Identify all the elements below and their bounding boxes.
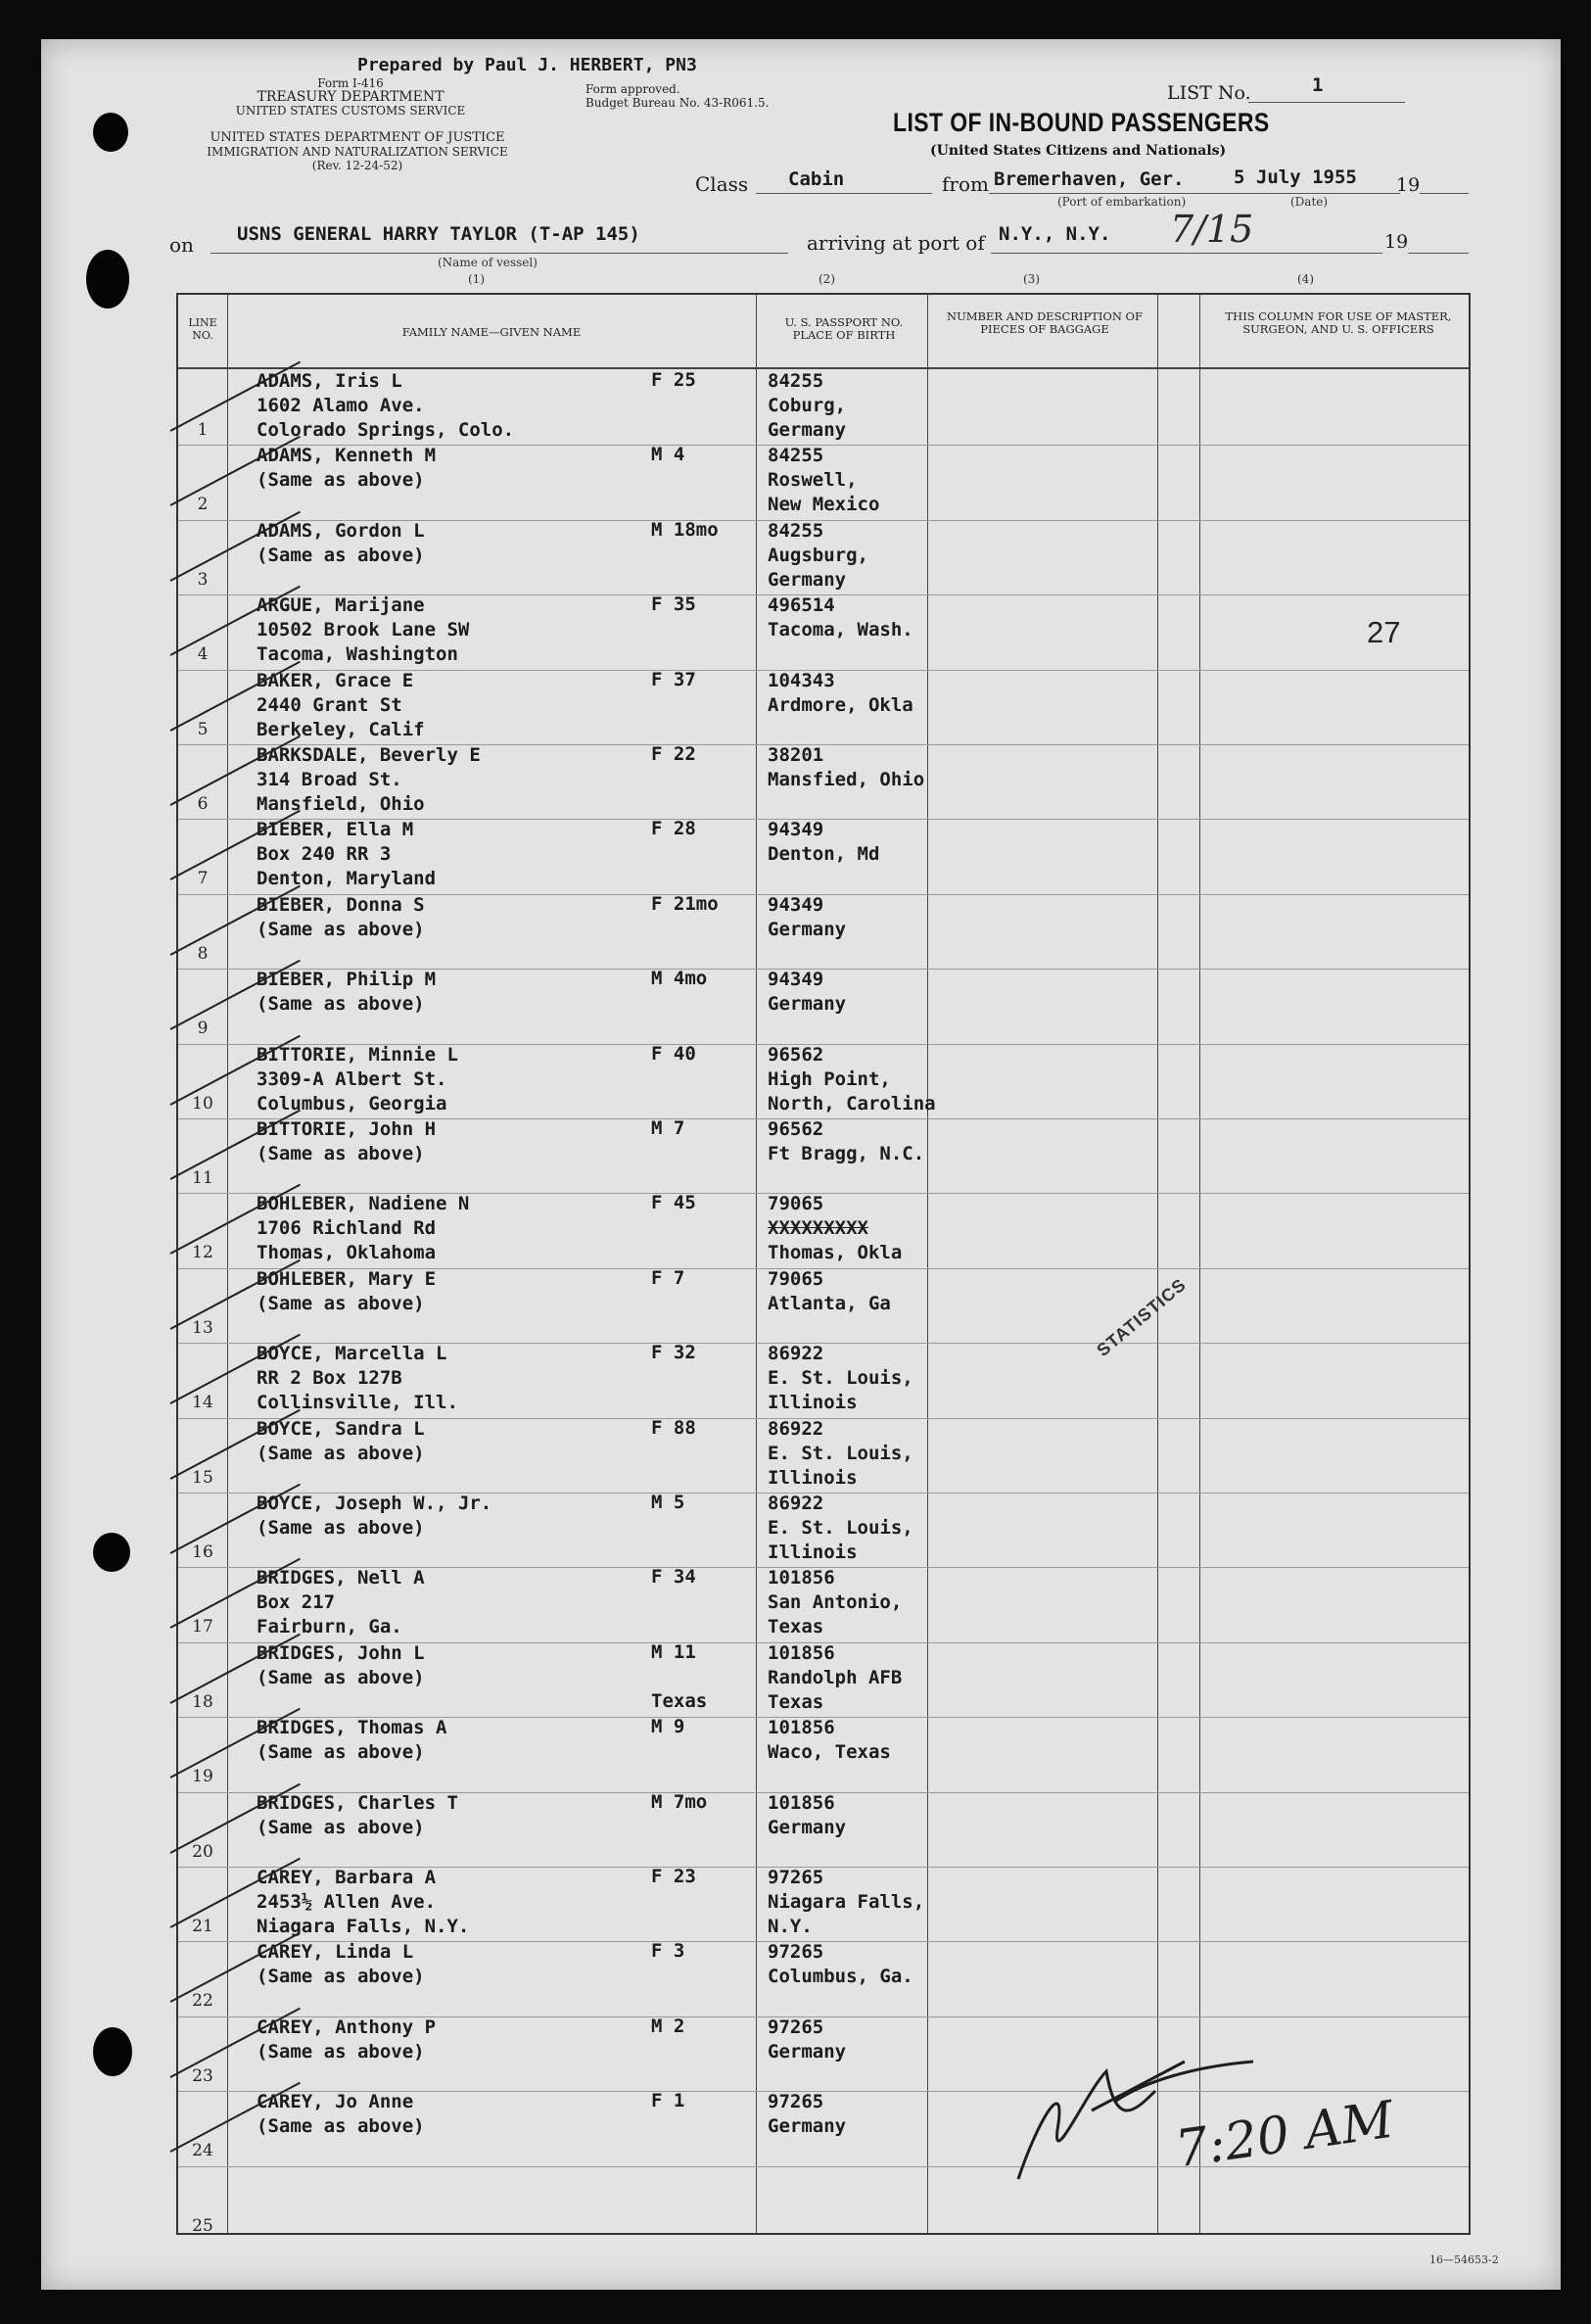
passenger-name: CAREY, Linda L [257, 1941, 414, 1964]
header-passport: U. S. PASSPORT NO. PLACE OF BIRTH [784, 315, 904, 342]
list-no-label: LIST No. [1167, 82, 1251, 104]
place-of-birth: North, Carolina [768, 1092, 936, 1115]
place-of-birth: Tacoma, Wash. [768, 619, 913, 641]
header-baggage: NUMBER AND DESCRIPTION OF PIECES OF BAGGAGE [947, 309, 1143, 336]
col-num-2: (2) [819, 272, 835, 286]
passport-number: 86922 [768, 1493, 824, 1514]
passenger-address: (Same as above) [257, 1816, 425, 1838]
year-prefix-2: 19 [1384, 231, 1409, 253]
passenger-name: ADAMS, Kenneth M [257, 445, 437, 467]
row-line-number: 1 [197, 420, 209, 440]
passenger-name: BOHLEBER, Mary E [257, 1267, 437, 1290]
passenger-address: Denton, Maryland [257, 868, 437, 890]
prepared-by: Prepared by Paul J. HERBERT, PN3 [357, 55, 697, 75]
place-of-birth: Augsburg, [768, 544, 868, 566]
page-subtitle: (United States Citizens and Nationals) [930, 143, 1227, 159]
passport-number: 94349 [768, 819, 824, 841]
passenger-name: ADAMS, Iris L [257, 370, 402, 392]
passenger-address: RR 2 Box 127B [257, 1367, 402, 1390]
date-caption: (Date) [1290, 195, 1329, 209]
place-of-birth: Atlanta, Ga [768, 1292, 891, 1314]
punch-hole [93, 1533, 130, 1572]
passenger-address: Collinsville, Ill. [257, 1392, 458, 1414]
passenger-sex-age: M 7mo [651, 1790, 708, 1813]
passport-number: 97265 [768, 2091, 824, 2113]
vessel-caption: (Name of vessel) [438, 256, 538, 269]
passenger-note: Texas [651, 1689, 708, 1712]
passenger-address: (Same as above) [257, 1143, 425, 1164]
passport-number: 101856 [768, 1791, 835, 1814]
place-of-birth: E. St. Louis, [768, 1442, 913, 1464]
passenger-address: (Same as above) [257, 2115, 425, 2138]
place-of-birth: San Antonio, [768, 1591, 903, 1614]
header-line-no: LINE NO. [188, 316, 217, 342]
row-line-number: 24 [192, 2141, 213, 2161]
passenger-name: BRIDGES, Thomas A [257, 1717, 447, 1739]
place-of-birth: Illinois [768, 1392, 858, 1414]
passenger-address: (Same as above) [257, 918, 425, 940]
col-num-1: (1) [468, 272, 485, 286]
handwritten-signature [999, 2032, 1273, 2199]
passenger-sex-age: M 4 [651, 444, 685, 466]
passenger-name: BRIDGES, Charles T [257, 1791, 458, 1814]
passport-number: 79065 [768, 1267, 824, 1290]
header-family-name: FAMILY NAME—GIVEN NAME [401, 325, 582, 339]
statistics-stamp: STATISTICS [1093, 1274, 1191, 1360]
passenger-name: BITTORIE, John H [257, 1118, 437, 1140]
passenger-address: 1602 Alamo Ave. [257, 395, 425, 416]
place-of-birth: New Mexico [768, 494, 880, 516]
service-label: UNITED STATES CUSTOMS SERVICE [235, 104, 466, 118]
passenger-address: 3309-A Albert St. [257, 1067, 447, 1090]
place-of-birth: Thomas, Okla [768, 1242, 903, 1264]
passenger-sex-age: M 5 [651, 1492, 685, 1513]
passenger-name: BIEBER, Philip M [257, 969, 437, 991]
passport-number: 496514 [768, 594, 835, 617]
ins-label: IMMIGRATION AND NATURALIZATION SERVICE [207, 145, 508, 159]
header-officers: THIS COLUMN FOR USE OF MASTER, SURGEON, AND U. S. OFFICERS [1225, 309, 1452, 336]
passport-number: 38201 [768, 744, 824, 766]
passport-number: 84255 [768, 445, 824, 467]
passenger-sex-age: M 9 [651, 1716, 685, 1738]
passenger-address: (Same as above) [257, 544, 425, 566]
row-line-number: 18 [192, 1691, 213, 1712]
place-of-birth: Germany [768, 1816, 847, 1838]
place-of-birth: Texas [768, 1616, 824, 1638]
passenger-sex-age: M 4mo [651, 968, 708, 990]
passenger-address: 314 Broad St. [257, 769, 402, 790]
passenger-sex-age: M 7 [651, 1117, 685, 1139]
passport-number: 96562 [768, 1043, 824, 1066]
passport-number: 86922 [768, 1417, 824, 1440]
justice-department-label: UNITED STATES DEPARTMENT OF JUSTICE [210, 130, 505, 145]
row-line-number: 4 [197, 644, 209, 665]
passenger-sex-age: F 25 [651, 369, 696, 391]
revision-label: (Rev. 12-24-52) [311, 159, 403, 172]
passenger-name: ARGUE, Marijane [257, 594, 425, 617]
row-line-number: 10 [192, 1093, 213, 1114]
place-of-birth: E. St. Louis, [768, 1517, 913, 1539]
passenger-sex-age: F 40 [651, 1042, 696, 1065]
place-of-birth: Germany [768, 918, 847, 940]
passport-number: 94349 [768, 893, 824, 916]
passenger-sex-age: F 22 [651, 743, 696, 765]
passenger-name: CAREY, Jo Anne [257, 2091, 414, 2113]
place-of-birth: High Point, [768, 1067, 891, 1090]
passenger-address: Mansfield, Ohio [257, 793, 425, 815]
passport-number: 97265 [768, 1867, 824, 1888]
date-value: 5 July 1955 [1234, 166, 1357, 188]
passenger-address: Thomas, Oklahoma [257, 1242, 437, 1264]
passport-number: 84255 [768, 519, 824, 542]
footer-form-code: 16—54653-2 [1429, 2253, 1499, 2266]
passenger-address: Niagara Falls, N.Y. [257, 1916, 470, 1937]
row-line-number: 16 [192, 1542, 213, 1562]
passenger-name: BOYCE, Sandra L [257, 1417, 425, 1440]
passenger-sex-age: F 34 [651, 1566, 696, 1589]
passport-number: 84255 [768, 370, 824, 392]
passenger-sex-age: F 45 [651, 1192, 696, 1214]
passenger-sex-age: M 11 [651, 1640, 696, 1663]
passenger-sex-age: M 18mo [651, 518, 719, 541]
passenger-address: (Same as above) [257, 469, 425, 492]
arriving-label: arriving at port of [807, 231, 985, 255]
row-line-number: 8 [197, 943, 209, 964]
place-of-birth: XXXXXXXXX [768, 1217, 868, 1240]
passenger-address: Tacoma, Washington [257, 643, 458, 666]
passenger-sex-age: F 88 [651, 1416, 696, 1439]
from-label: from [942, 172, 989, 196]
passenger-address: Colorado Springs, Colo. [257, 419, 515, 441]
passenger-sex-age: F 21mo [651, 892, 719, 915]
passenger-name: CAREY, Barbara A [257, 1867, 437, 1888]
row-divider [178, 2166, 1469, 2167]
passenger-address: (Same as above) [257, 1966, 425, 1988]
passport-number: 97265 [768, 1941, 824, 1964]
form-number: Form I-416 [317, 76, 384, 90]
officer-note: 27 [1367, 615, 1401, 649]
passenger-table [176, 293, 1471, 2235]
passport-number: 94349 [768, 969, 824, 991]
passenger-sex-age: F 28 [651, 818, 696, 840]
passport-number: 101856 [768, 1717, 835, 1739]
place-of-birth: Waco, Texas [768, 1741, 891, 1764]
class-line [756, 193, 932, 194]
list-no-line [1248, 102, 1405, 103]
place-of-birth: Germany [768, 2115, 847, 2138]
passport-number: 97265 [768, 2016, 824, 2038]
year-prefix: 19 [1396, 174, 1421, 196]
row-line-number: 21 [192, 1917, 213, 1936]
place-of-birth: Denton, Md [768, 843, 880, 866]
passenger-address: (Same as above) [257, 1666, 425, 1688]
on-label: on [169, 233, 194, 257]
place-of-birth: Texas [768, 1690, 824, 1713]
place-of-birth: Germany [768, 993, 847, 1016]
passenger-address: 2453½ Allen Ave. [257, 1891, 437, 1913]
place-of-birth: N.Y. [768, 1916, 813, 1937]
row-line-number: 19 [192, 1767, 213, 1787]
passenger-name: BOYCE, Joseph W., Jr. [257, 1493, 492, 1514]
passport-number: 101856 [768, 1641, 835, 1664]
passenger-sex-age: F 37 [651, 668, 696, 690]
row-line-number: 9 [197, 1019, 209, 1039]
passenger-address: (Same as above) [257, 1292, 425, 1314]
passenger-name: BITTORIE, Minnie L [257, 1043, 458, 1066]
passenger-name: BIEBER, Donna S [257, 893, 425, 916]
passenger-sex-age: M 2 [651, 2015, 685, 2037]
passenger-name: BRIDGES, Nell A [257, 1567, 425, 1589]
passenger-name: ADAMS, Gordon L [257, 519, 425, 542]
row-line-number: 3 [197, 569, 209, 590]
place-of-birth: Niagara Falls, [768, 1891, 925, 1913]
vessel-name: USNS GENERAL HARRY TAYLOR (T-AP 145) [237, 223, 640, 245]
passenger-address: (Same as above) [257, 2040, 425, 2063]
handwritten-time: 7:20 AM [1171, 2090, 1398, 2180]
place-of-birth: Randolph AFB [768, 1666, 903, 1688]
place-of-birth: Germany [768, 2040, 847, 2063]
place-of-birth: Coburg, [768, 395, 847, 416]
place-of-birth: Mansfied, Ohio [768, 769, 925, 790]
form-block [223, 76, 478, 118]
arrival-handwritten: 7/15 [1170, 208, 1254, 251]
passport-number: 101856 [768, 1567, 835, 1589]
passport-number: 104343 [768, 669, 835, 691]
place-of-birth: Roswell, [768, 469, 858, 492]
passenger-address: Fairburn, Ga. [257, 1616, 402, 1638]
passenger-address: 1706 Richland Rd [257, 1217, 437, 1240]
passenger-name: BOHLEBER, Nadiene N [257, 1193, 470, 1215]
passport-number: 79065 [768, 1193, 824, 1215]
passenger-sex-age: F 7 [651, 1266, 685, 1289]
form-approved-label: Form approved. [585, 82, 680, 96]
row-line-number: 25 [192, 2215, 213, 2236]
place-of-birth: E. St. Louis, [768, 1367, 913, 1390]
passenger-address: (Same as above) [257, 993, 425, 1016]
punch-hole [93, 2027, 132, 2076]
year-line-2 [1408, 253, 1469, 254]
place-of-birth: Germany [768, 568, 847, 591]
passenger-address: 2440 Grant St [257, 693, 402, 716]
col-num-3: (3) [1023, 272, 1040, 286]
page-title: LIST OF IN-BOUND PASSENGERS [893, 108, 1270, 137]
passenger-address: Berkeley, Calif [257, 718, 425, 740]
punch-hole [93, 113, 128, 152]
passenger-address: Columbus, Georgia [257, 1092, 447, 1115]
from-value: Bremerhaven, Ger. [994, 168, 1185, 190]
place-of-birth: Illinois [768, 1466, 858, 1489]
class-value: Cabin [788, 168, 845, 190]
row-line-number: 13 [192, 1317, 213, 1338]
passenger-name: BARKSDALE, Beverly E [257, 744, 481, 766]
passenger-address: Box 240 RR 3 [257, 843, 392, 866]
justice-block [162, 131, 553, 172]
row-line-number: 22 [192, 1991, 213, 2012]
row-line-number: 2 [197, 495, 209, 515]
row-line-number: 6 [197, 794, 209, 814]
passenger-name: BRIDGES, John L [257, 1641, 425, 1664]
place-of-birth: Illinois [768, 1541, 858, 1563]
row-line-number: 23 [192, 2065, 213, 2086]
year-line [1420, 193, 1469, 194]
passenger-address: Box 217 [257, 1591, 336, 1614]
list-no-value: 1 [1312, 74, 1324, 96]
row-line-number: 11 [192, 1168, 213, 1188]
place-of-birth: Germany [768, 419, 847, 441]
from-line [989, 193, 1400, 194]
passenger-sex-age: F 23 [651, 1866, 696, 1887]
passenger-name: BOYCE, Marcella L [257, 1343, 447, 1365]
punch-hole [86, 250, 129, 308]
row-line-number: 7 [197, 869, 209, 889]
passenger-sex-age: F 3 [651, 1940, 685, 1963]
passenger-address: 10502 Brook Lane SW [257, 619, 470, 641]
row-line-number: 17 [192, 1617, 213, 1637]
department-label: TREASURY DEPARTMENT [257, 89, 445, 105]
row-line-number: 15 [192, 1467, 213, 1488]
passport-number: 96562 [768, 1118, 824, 1140]
place-of-birth: Ft Bragg, N.C. [768, 1143, 925, 1164]
passenger-name: BIEBER, Ella M [257, 819, 414, 841]
embark-caption: (Port of embarkation) [1057, 195, 1187, 209]
row-line-number: 14 [192, 1393, 213, 1413]
passenger-sex-age: F 35 [651, 593, 696, 616]
row-line-number: 20 [192, 1841, 213, 1862]
passenger-name: BAKER, Grace E [257, 669, 414, 691]
class-label: Class [695, 172, 749, 196]
passenger-address: (Same as above) [257, 1741, 425, 1764]
row-line-number: 12 [192, 1243, 213, 1263]
place-of-birth: Ardmore, Okla [768, 693, 913, 716]
budget-bureau-label: Budget Bureau No. 43-R061.5. [585, 96, 770, 110]
place-of-birth: Columbus, Ga. [768, 1966, 913, 1988]
passenger-sex-age: F 1 [651, 2090, 685, 2112]
col-num-4: (4) [1297, 272, 1314, 286]
form-approved [585, 82, 769, 110]
arrival-line [991, 253, 1382, 254]
row-line-number: 5 [197, 719, 209, 739]
passenger-address: (Same as above) [257, 1517, 425, 1539]
vessel-line [211, 253, 788, 254]
passport-number: 86922 [768, 1343, 824, 1365]
passenger-name: CAREY, Anthony P [257, 2016, 437, 2038]
passenger-sex-age: F 32 [651, 1342, 696, 1364]
passenger-address: (Same as above) [257, 1442, 425, 1464]
arrival-port: N.Y., N.Y. [999, 223, 1111, 245]
